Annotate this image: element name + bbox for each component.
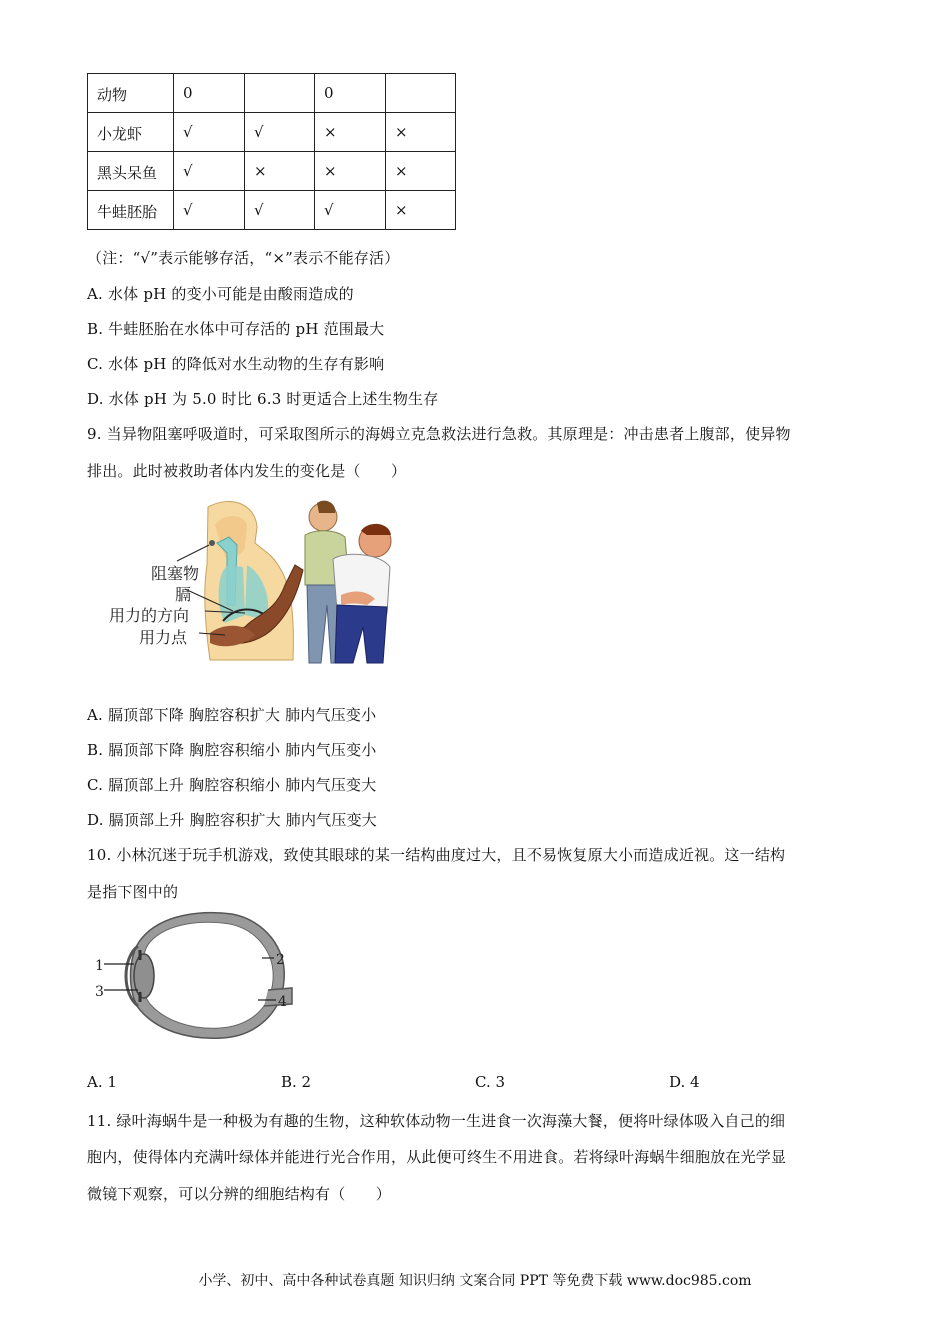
q10-stem-line1: 10. 小林沉迷于玩手机游戏，致使其眼球的某一结构曲度过大，且不易恢复原大小而造成近视。这一结构 — [87, 846, 786, 864]
table-cell-result: √ — [174, 113, 245, 152]
q8-option-c: C. 水体 pH 的降低对水生动物的生存有影响 — [87, 355, 385, 373]
table-cell-result: × — [245, 152, 315, 191]
table-cell-result: × — [386, 152, 456, 191]
q9-option-a: A. 膈顶部下降 胸腔容积扩大 肺内气压变小 — [87, 706, 377, 724]
label-force-point: 用力点 — [139, 628, 188, 647]
heimlich-figure — [105, 495, 400, 667]
q8-option-a: A. 水体 pH 的变小可能是由酸雨造成的 — [87, 285, 354, 303]
q8-option-d: D. 水体 pH 为 5.0 时比 6.3 时更适合上述生物生存 — [87, 390, 439, 408]
table-cell-result: √ — [174, 191, 245, 230]
table-cell-result — [386, 74, 456, 113]
table-cell-animal: 小龙虾 — [88, 113, 174, 152]
table-cell-result: × — [315, 113, 386, 152]
q10-option-d: D. 4 — [669, 1073, 700, 1091]
table-cell-result: √ — [315, 191, 386, 230]
q9-option-b: B. 膈顶部下降 胸腔容积缩小 肺内气压变小 — [87, 741, 377, 759]
eye-label-1: 1 — [95, 958, 104, 974]
table-cell-result: √ — [245, 191, 315, 230]
table-row — [88, 113, 456, 152]
table-cell-animal: 黑头呆鱼 — [88, 152, 174, 191]
q11-stem-line3: 微镜下观察，可以分辨的细胞结构有（ ） — [87, 1185, 392, 1203]
page-footer: 小学、初中、高中各种试卷真题 知识归纳 文案合同 PPT 等免费下载 www.doc985.com — [198, 1273, 752, 1289]
label-diaphragm: 膈 — [175, 585, 192, 604]
table-cell-animal: 牛蛙胚胎 — [88, 191, 174, 230]
table-cell-result — [245, 74, 315, 113]
ph-survival-table — [87, 73, 456, 230]
table-cell-result: × — [386, 113, 456, 152]
q8-option-b: B. 牛蛙胚胎在水体中可存活的 pH 范围最大 — [87, 320, 385, 338]
table-cell-animal: 动物 — [88, 74, 174, 113]
table-cell-result: √ — [174, 152, 245, 191]
table-cell-result: × — [386, 191, 456, 230]
table-row — [88, 152, 456, 191]
q11-stem-line2: 胞内，使得体内充满叶绿体并能进行光合作用，从此便可终生不用进食。若将绿叶海蜗牛细胞放在光学显 — [87, 1148, 787, 1166]
eyeball-figure — [92, 908, 297, 1043]
q9-option-c: C. 膈顶部上升 胸腔容积缩小 肺内气压变大 — [87, 776, 377, 794]
table-cell-result: √ — [245, 113, 315, 152]
q9-stem-line2: 排出。此时被救助者体内发生的变化是（ ） — [87, 462, 407, 480]
table-note: （注：“√”表示能够存活，“×”表示不能存活） — [87, 249, 400, 267]
q9-stem-line1: 9. 当异物阻塞呼吸道时，可采取图所示的海姆立克急救法进行急救。其原理是：冲击患者上腹部，使异物 — [87, 425, 791, 443]
table-row — [88, 191, 456, 230]
q10-option-a: A. 1 — [87, 1073, 117, 1091]
table-row — [88, 74, 456, 113]
q10-stem-line2: 是指下图中的 — [87, 883, 179, 901]
q9-option-d: D. 膈顶部上升 胸腔容积扩大 肺内气压变大 — [87, 811, 377, 829]
label-obstruction: 阻塞物 — [151, 564, 200, 583]
q10-option-b: B. 2 — [281, 1073, 312, 1091]
table-cell-result: × — [315, 152, 386, 191]
eye-label-4: 4 — [278, 994, 287, 1010]
q11-stem-line1: 11. 绿叶海蜗牛是一种极为有趣的生物，这种软体动物一生进食一次海藻大餐，便将叶绿体吸入自己的细 — [87, 1112, 786, 1130]
table-cell-result: 0 — [315, 74, 386, 113]
eye-label-3: 3 — [95, 984, 104, 1000]
table-cell-result: 0 — [174, 74, 245, 113]
q10-option-c: C. 3 — [475, 1073, 506, 1091]
eye-label-2: 2 — [276, 952, 285, 968]
label-force-direction: 用力的方向 — [109, 606, 190, 625]
